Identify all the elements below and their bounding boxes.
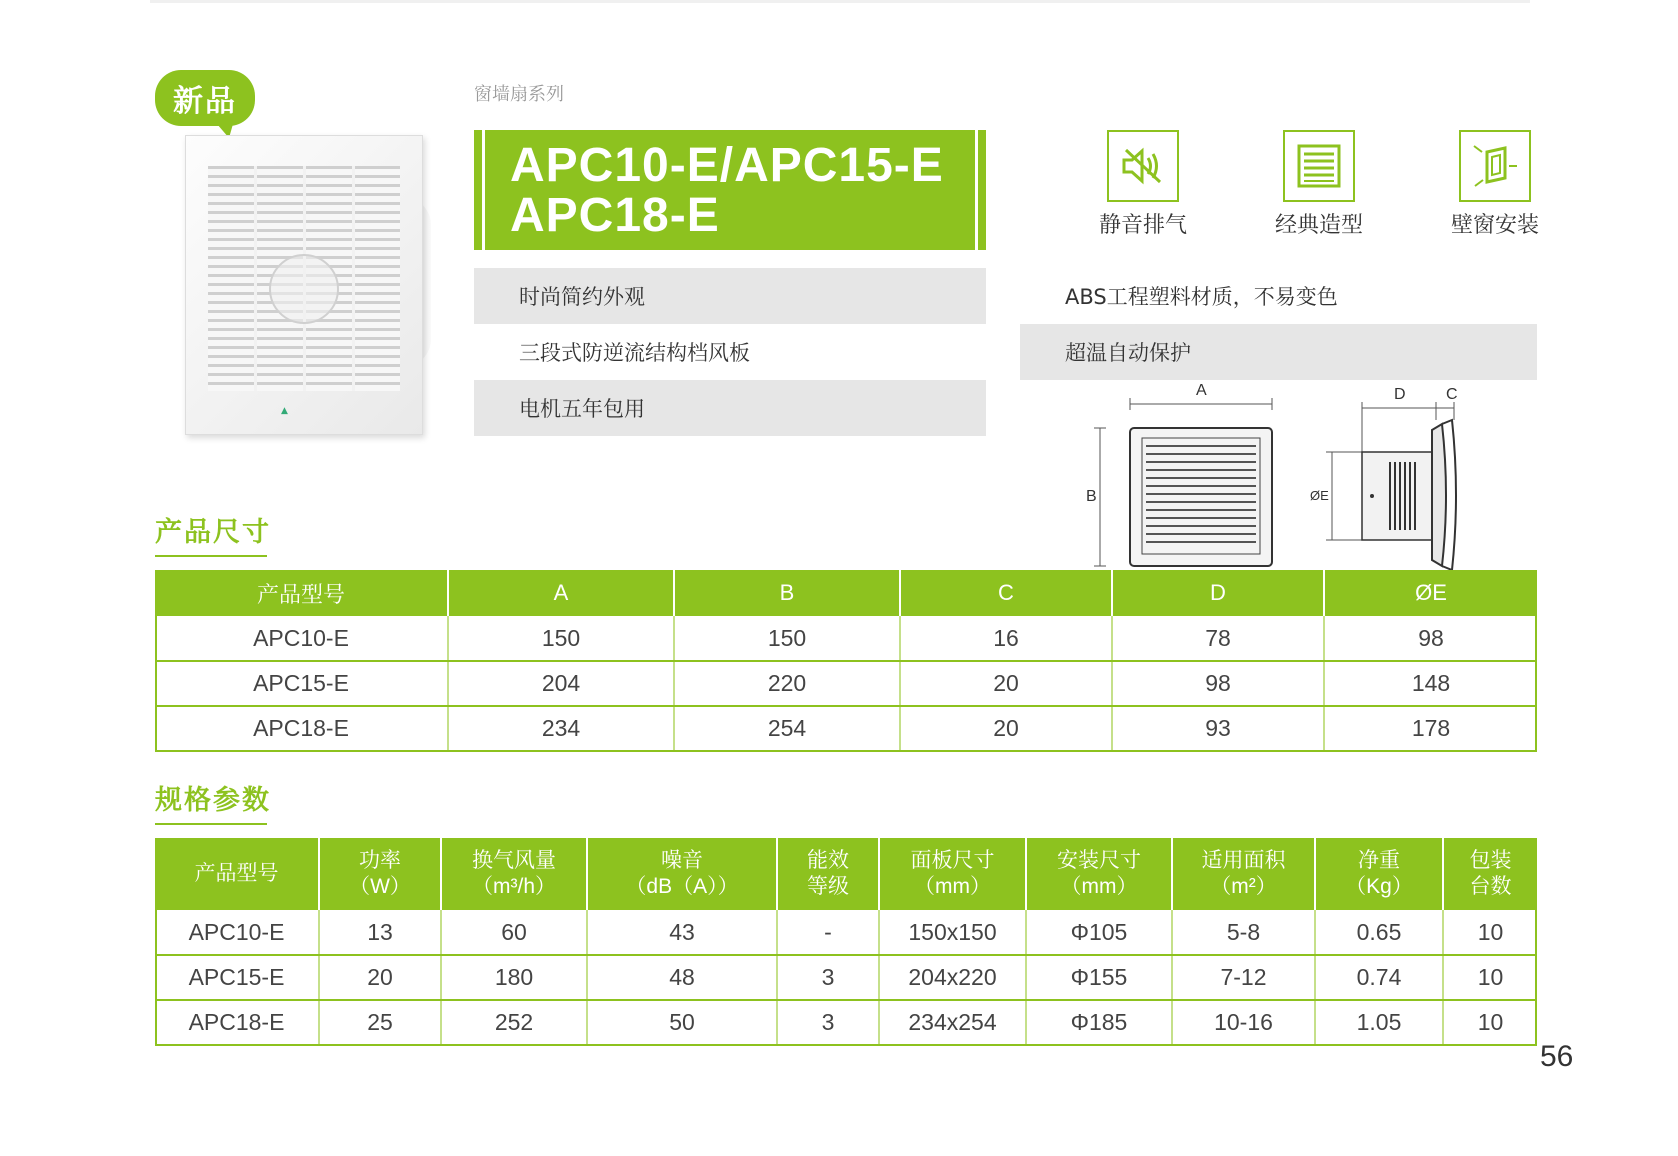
table-cell: 234 [448, 706, 674, 751]
table-cell: 204x220 [879, 955, 1026, 1000]
feature-install [1430, 130, 1560, 239]
feature-label: 壁窗安装 [1450, 213, 1539, 238]
section-title-specs: 规格参数 [155, 778, 271, 817]
table-cell: 13 [319, 910, 441, 955]
table-cell: 150 [448, 616, 674, 661]
table-cell: 16 [900, 616, 1112, 661]
dim-label-d: D [1394, 386, 1406, 403]
feature-row: 三段式防逆流结构档风板 [519, 341, 750, 365]
table-header-row [155, 570, 1537, 616]
column-header: 产品型号 [155, 570, 448, 616]
table-cell: 150 [674, 616, 900, 661]
table-cell: APC18-E [155, 1000, 319, 1045]
column-header: B [674, 570, 900, 616]
table-row [155, 661, 1537, 706]
table-cell: APC18-E [155, 706, 448, 751]
page-number: 56 [1540, 1040, 1574, 1073]
side-view-diagram [1310, 386, 1460, 570]
table-cell: 93 [1112, 706, 1324, 751]
table-cell: 220 [674, 661, 900, 706]
feature-row: 时尚简约外观 [474, 268, 986, 324]
front-view-diagram [1086, 382, 1280, 570]
feature-mute [1078, 130, 1208, 239]
model-title-line-1: APC10-E/APC15-E [510, 139, 944, 192]
table-cell: 150x150 [879, 910, 1026, 955]
table-cell: 78 [1112, 616, 1324, 661]
table-cell: 0.74 [1315, 955, 1443, 1000]
table-row [155, 1000, 1537, 1045]
table-cell: 10 [1443, 955, 1537, 1000]
column-header: 适用面积 （m²） [1172, 838, 1315, 910]
series-label: 窗墙扇系列 [474, 84, 564, 105]
mute-icon [1107, 130, 1179, 202]
specs-table [155, 838, 1537, 1046]
dimensions-table [155, 570, 1537, 752]
table-cell: 10 [1443, 1000, 1537, 1045]
fan-hub [269, 254, 339, 324]
table-cell: 43 [587, 910, 777, 955]
column-header: ØE [1324, 570, 1537, 616]
product-photo [185, 135, 445, 450]
table-cell: 7-12 [1172, 955, 1315, 1000]
table-cell: 0.65 [1315, 910, 1443, 955]
dim-label-e: ØE [1310, 488, 1329, 503]
table-cell: 98 [1112, 661, 1324, 706]
table-cell: 254 [674, 706, 900, 751]
feature-row: ABS工程塑料材质，不易变色 [1065, 285, 1338, 309]
table-header-row [155, 838, 1537, 910]
table-cell: 204 [448, 661, 674, 706]
table-cell: 3 [777, 1000, 879, 1045]
table-cell: 20 [319, 955, 441, 1000]
column-header: 换气风量 （m³/h） [441, 838, 587, 910]
column-header: 噪音 （dB（A）） [587, 838, 777, 910]
grill-icon [1283, 130, 1355, 202]
column-header: 包装 台数 [1443, 838, 1537, 910]
table-cell: 180 [441, 955, 587, 1000]
table-cell: 178 [1324, 706, 1537, 751]
feature-row: 电机五年包用 [474, 380, 986, 436]
new-badge: 新品 [155, 70, 255, 126]
column-header: 产品型号 [155, 838, 319, 910]
fan-panel [185, 135, 423, 435]
table-cell: 98 [1324, 616, 1537, 661]
column-header: 功率 （W） [319, 838, 441, 910]
column-header: 安装尺寸 （mm） [1026, 838, 1172, 910]
table-cell: Φ105 [1026, 910, 1172, 955]
table-cell: 148 [1324, 661, 1537, 706]
feature-label: 静音排气 [1098, 213, 1187, 238]
table-cell: APC10-E [155, 616, 448, 661]
table-cell: APC10-E [155, 910, 319, 955]
table-cell: - [777, 910, 879, 955]
table-cell: 25 [319, 1000, 441, 1045]
table-cell: 48 [587, 955, 777, 1000]
column-header: 净重 （Kg） [1315, 838, 1443, 910]
model-title-line-2: APC18-E [510, 189, 720, 242]
feature-row: 超温自动保护 [1020, 324, 1537, 380]
table-cell: 10 [1443, 910, 1537, 955]
table-cell: 3 [777, 955, 879, 1000]
table-cell: APC15-E [155, 955, 319, 1000]
window-mount-icon [1459, 130, 1531, 202]
feature-classic [1254, 130, 1384, 239]
column-header: D [1112, 570, 1324, 616]
brand-logo-icon: ▲ [281, 406, 288, 416]
table-cell: 252 [441, 1000, 587, 1045]
dim-label-a: A [1196, 382, 1207, 399]
table-row [155, 910, 1537, 955]
table-cell: Φ185 [1026, 1000, 1172, 1045]
column-header: 面板尺寸 （mm） [879, 838, 1026, 910]
dim-label-c: C [1446, 386, 1458, 403]
column-header: 能效 等级 [777, 838, 879, 910]
column-header: A [448, 570, 674, 616]
dim-label-b: B [1086, 488, 1097, 505]
table-cell: 234x254 [879, 1000, 1026, 1045]
column-header: C [900, 570, 1112, 616]
table-cell: 50 [587, 1000, 777, 1045]
table-cell: 5-8 [1172, 910, 1315, 955]
table-cell: 60 [441, 910, 587, 955]
table-cell: 1.05 [1315, 1000, 1443, 1045]
table-row [155, 616, 1537, 661]
model-title-box [474, 130, 986, 250]
table-cell: 10-16 [1172, 1000, 1315, 1045]
table-row [155, 706, 1537, 751]
table-row [155, 955, 1537, 1000]
top-rule [150, 0, 1530, 3]
table-cell: APC15-E [155, 661, 448, 706]
section-title-dimensions: 产品尺寸 [155, 510, 271, 549]
table-cell: 20 [900, 661, 1112, 706]
feature-label: 经典造型 [1274, 213, 1363, 238]
table-cell: 20 [900, 706, 1112, 751]
table-cell: Φ155 [1026, 955, 1172, 1000]
